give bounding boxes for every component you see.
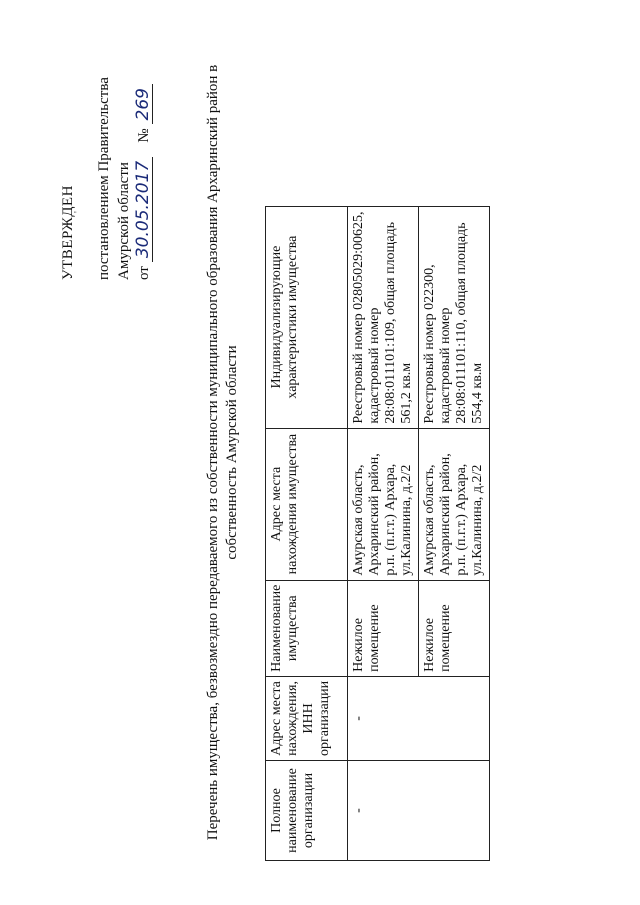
handwritten-number: 269 xyxy=(134,84,153,124)
approval-block xyxy=(58,77,154,280)
table-header-row xyxy=(266,206,348,860)
header-property-address: Адрес места нахождения имущества xyxy=(266,428,348,580)
header-org-address: Адрес места нахождения, ИНН организации xyxy=(266,676,348,760)
cell-org-name: - xyxy=(348,761,490,861)
date-prefix: от xyxy=(136,266,152,280)
cell-characteristics: Реестровый номер 0280502​9:00625, кадастровый номер 28:08:011101:109, общая площадь 561,2 кв.м xyxy=(348,206,419,428)
approval-mark: ' xyxy=(73,211,84,213)
number-prefix: № xyxy=(136,128,152,143)
cell-org-address: - xyxy=(348,676,490,760)
approval-heading: УТВЕРЖДЕН xyxy=(60,185,76,280)
cell-property-address: Амурская область, Архаринский район, р.п. (п.г.т.) Архара, ул.Калинина, д.2/2 xyxy=(419,428,490,580)
header-property-name: Наименование имущества xyxy=(266,580,348,676)
cell-characteristics: Реестровый номер 022300, кадастровый номер 28:08:011101:110, общая площадь 554,4 кв.м xyxy=(419,206,490,428)
header-characteristics: Индивидуализирующие характеристики имущества xyxy=(266,206,348,428)
title-line-2: собственность Амурской области xyxy=(224,345,240,560)
table-row xyxy=(348,206,419,860)
cell-property-name: Нежилое помещение xyxy=(348,580,419,676)
document-title xyxy=(204,0,242,905)
approval-line-2: Амурской области xyxy=(116,162,132,280)
header-org-name: Полное наименование организации xyxy=(266,761,348,861)
cell-property-address: Амурская область, Архаринский район, р.п. (п.г.т.) Архара, ул.Калинина, д.2/2 xyxy=(348,428,419,580)
title-line-1: Перечень имущества, безвозмездно передаваемого из собственности муниципального образования Архаринский район в xyxy=(205,64,221,841)
handwritten-date: 30.05.2017 xyxy=(134,157,153,262)
property-table xyxy=(265,206,490,861)
cell-property-name: Нежилое помещение xyxy=(419,580,490,676)
approval-date-number xyxy=(134,77,154,280)
approval-line-1: постановлением Правительства xyxy=(96,77,112,280)
